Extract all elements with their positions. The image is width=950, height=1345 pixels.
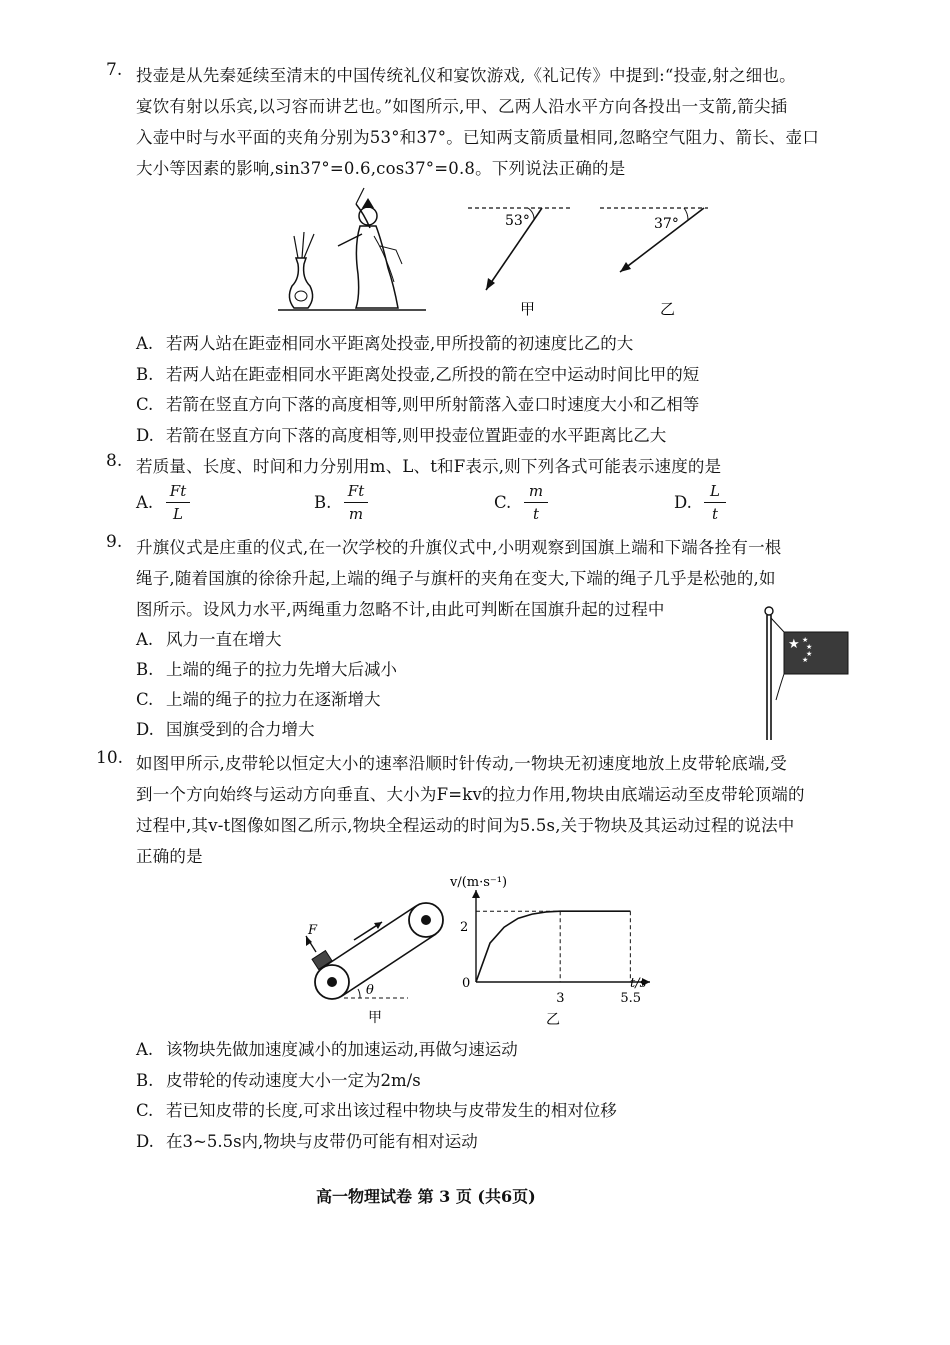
q9-option-a[interactable]: A. 风力一直在增大 bbox=[136, 630, 282, 649]
x-tick-label-3: 3 bbox=[556, 991, 565, 1006]
q8-option-a-fraction[interactable]: Ft L bbox=[166, 481, 190, 524]
q7-stem-line: 宴饮有射以乐宾,以习容而讲艺也。”如图所示,甲、乙两人沿水平方向各投出一支箭,箭尖插 bbox=[136, 97, 788, 116]
q7-angle-diagram-b bbox=[596, 198, 716, 318]
x-tick-label-5-5: 5.5 bbox=[620, 991, 642, 1006]
q9-stem-line: 绳子,随着国旗的徐徐升起,上端的绳子与旗杆的夹角在变大,下端的绳子几乎是松弛的,如 bbox=[136, 569, 776, 588]
q8-number: 8. bbox=[106, 451, 123, 471]
q9-option-b[interactable]: B. 上端的绳子的拉力先增大后减小 bbox=[136, 660, 397, 679]
q7-figure-label-a: 甲 bbox=[520, 300, 536, 318]
svg-text:★: ★ bbox=[802, 656, 809, 664]
q8-stem: 若质量、长度、时间和力分别用m、L、t和F表示,则下列各式可能表示速度的是 bbox=[136, 457, 722, 476]
q7-stem-line: 投壶是从先秦延续至清末的中国传统礼仪和宴饮游戏,《礼记传》中提到:“投壶,射之细也。 bbox=[136, 66, 796, 85]
q10-number: 10. bbox=[96, 748, 124, 768]
q10-stem-line: 过程中,其v-t图像如图乙所示,物块全程运动的时间为5.5s,关于物块及其运动过程的说法中 bbox=[136, 816, 795, 835]
q8-option-c-fraction[interactable]: m t bbox=[524, 481, 548, 524]
q10-option-c[interactable]: C. 若已知皮带的长度,可求出该过程中物块与皮带发生的相对位移 bbox=[136, 1101, 617, 1120]
q10-stem-line: 正确的是 bbox=[136, 847, 203, 866]
q7-angle-a-label: 53° bbox=[505, 213, 530, 229]
q10-option-a[interactable]: A. 该物块先做加速度减小的加速运动,再做匀速运动 bbox=[136, 1040, 518, 1059]
q7-number: 7. bbox=[106, 60, 123, 80]
q7-option-b[interactable]: B. 若两人站在距壶相同水平距离处投壶,乙所投的箭在空中运动时间比甲的短 bbox=[136, 365, 700, 384]
q9-stem-line: 升旗仪式是庄重的仪式,在一次学校的升旗仪式中,小明观察到国旗上端和下端各拴有一根 bbox=[136, 538, 782, 557]
q10-option-b[interactable]: B. 皮带轮的传动速度大小一定为2m/s bbox=[136, 1071, 421, 1090]
svg-text:★: ★ bbox=[802, 636, 809, 644]
q7-stem-line: 入壶中时与水平面的夹角分别为53°和37°。已知两支箭质量相同,忽略空气阻力、箭长、壶口 bbox=[136, 128, 820, 147]
origin-label: 0 bbox=[462, 976, 471, 991]
y-axis-label: v/(m·s⁻¹) bbox=[450, 875, 508, 890]
q10-force-label: F bbox=[308, 923, 318, 938]
y-tick-label: 2 bbox=[460, 920, 469, 935]
flag-star-icon: ★ bbox=[788, 637, 800, 652]
q7-angle-b-label: 37° bbox=[654, 216, 679, 232]
page-footer: 高一物理试卷 第 3 页 (共6页) bbox=[316, 1187, 536, 1206]
q10-option-d[interactable]: D. 在3~5.5s内,物块与皮带仍可能有相对运动 bbox=[136, 1132, 478, 1151]
q10-stem-line: 如图甲所示,皮带轮以恒定大小的速率沿顺时针传动,一物块无初速度地放上皮带轮底端,受 bbox=[136, 754, 787, 773]
q7-option-c[interactable]: C. 若箭在竖直方向下落的高度相等,则甲所射箭落入壶口时速度大小和乙相等 bbox=[136, 395, 700, 414]
q8-option-b-fraction[interactable]: Ft m bbox=[344, 481, 368, 524]
q8-option-b-label[interactable]: B. bbox=[314, 493, 332, 512]
q7-option-a[interactable]: A. 若两人站在距壶相同水平距离处投壶,甲所投箭的初速度比乙的大 bbox=[136, 334, 634, 353]
q9-option-d[interactable]: D. 国旗受到的合力增大 bbox=[136, 720, 315, 739]
q10-angle-label: θ bbox=[366, 983, 374, 998]
svg-text:★: ★ bbox=[806, 650, 813, 658]
q7-throwing-illustration bbox=[276, 186, 436, 316]
q10-stem-line: 到一个方向始终与运动方向垂直、大小为F=kv的拉力作用,物块由底端运动至皮带轮顶端的 bbox=[136, 785, 805, 804]
q8-option-a-label[interactable]: A. bbox=[136, 493, 154, 512]
q10-figure-label-b: 乙 bbox=[546, 1012, 560, 1028]
q10-figure-label-a: 甲 bbox=[368, 1010, 382, 1026]
q7-angle-diagram-a bbox=[462, 198, 582, 318]
velocity-curve bbox=[476, 911, 630, 982]
svg-text:★: ★ bbox=[806, 643, 813, 651]
x-axis-label: t/s bbox=[630, 976, 647, 991]
q8-option-c-label[interactable]: C. bbox=[494, 493, 512, 512]
q7-option-d[interactable]: D. 若箭在竖直方向下落的高度相等,则甲投壶位置距壶的水平距离比乙大 bbox=[136, 426, 667, 445]
q7-figure-label-b: 乙 bbox=[660, 300, 676, 318]
q9-option-c[interactable]: C. 上端的绳子的拉力在逐渐增大 bbox=[136, 690, 381, 709]
q10-vt-chart bbox=[440, 866, 660, 1032]
q8-option-d-fraction[interactable]: L t bbox=[704, 481, 726, 524]
q9-flag-illustration bbox=[756, 604, 856, 744]
q9-stem-line: 图所示。设风力水平,两绳重力忽略不计,由此可判断在国旗升起的过程中 bbox=[136, 600, 665, 619]
q8-option-d-label[interactable]: D. bbox=[674, 493, 692, 512]
q7-stem-line: 大小等因素的影响,sin37°=0.6,cos37°=0.8。下列说法正确的是 bbox=[136, 159, 626, 178]
q9-number: 9. bbox=[106, 532, 123, 552]
